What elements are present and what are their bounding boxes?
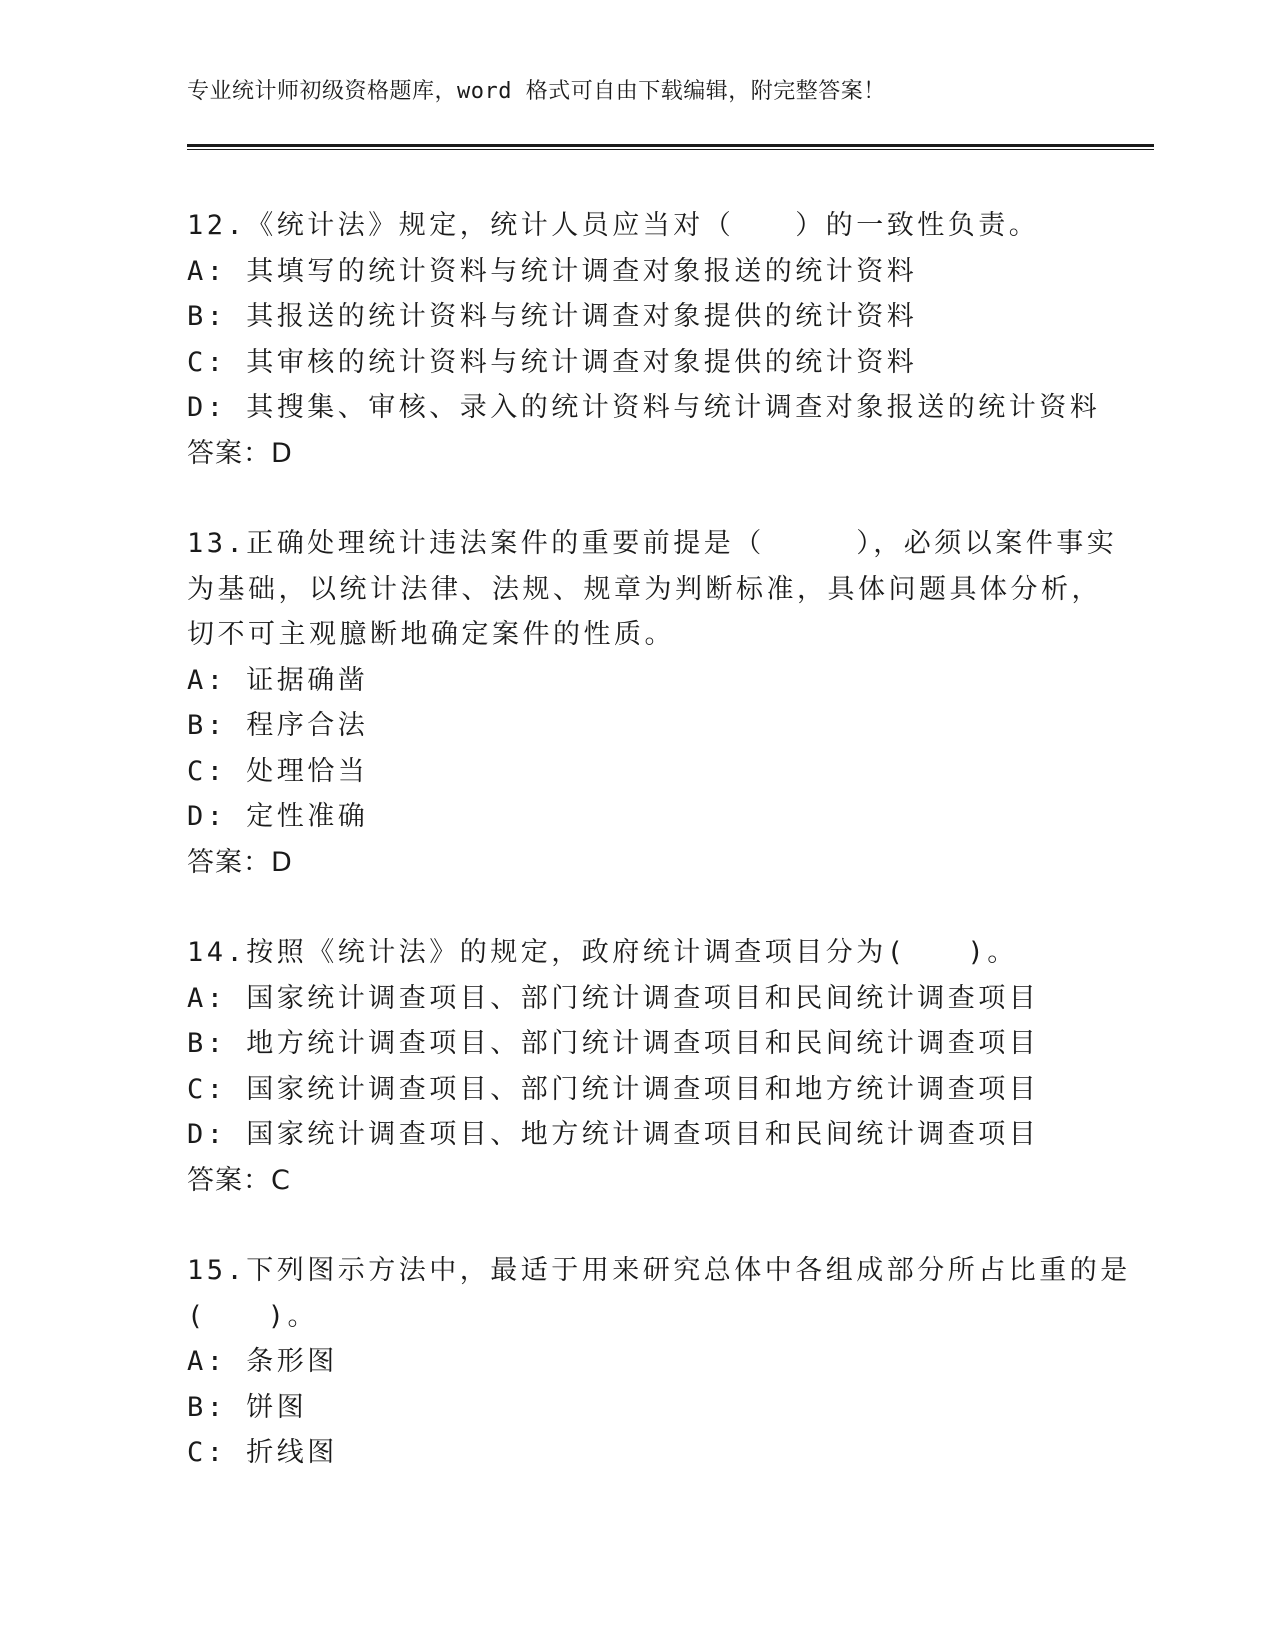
option-c: C: 折线图	[187, 1437, 338, 1468]
question-15	[187, 1248, 1131, 1476]
answer: 答案：D	[187, 437, 293, 469]
option-d: D: 其搜集、审核、录入的统计资料与统计调查对象报送的统计资料	[187, 392, 1101, 423]
option-c: C: 其审核的统计资料与统计调查对象提供的统计资料	[187, 346, 918, 378]
option-a: A: 其填写的统计资料与统计调查对象报送的统计资料	[187, 255, 918, 287]
option-a: A: 证据确凿	[187, 664, 369, 696]
option-b: B: 地方统计调查项目、部门统计调查项目和民间统计调查项目	[187, 1028, 1040, 1059]
option-a: A: 国家统计调查项目、部门统计调查项目和民间统计调查项目	[187, 982, 1040, 1014]
option-d: D: 定性准确	[187, 801, 369, 832]
question-list	[187, 203, 1131, 1521]
option-b: B: 饼图	[187, 1391, 308, 1423]
question-13	[187, 521, 1118, 885]
question-stem-line-3: 切不可主观臆断地确定案件的性质。	[187, 619, 675, 650]
option-b: B: 程序合法	[187, 710, 369, 741]
option-c: C: 处理恰当	[187, 755, 369, 787]
question-12	[187, 203, 1101, 476]
question-stem: 12.《统计法》规定，统计人员应当对（ ）的一致性负责。	[187, 210, 1040, 241]
question-stem-line-2: 为基础，以统计法律、法规、规章为判断标准，具体问题具体分析，	[187, 573, 1102, 605]
option-c: C: 国家统计调查项目、部门统计调查项目和地方统计调查项目	[187, 1073, 1040, 1105]
question-stem: 14.按照《统计法》的规定，政府统计调查项目分为( )。	[187, 937, 1018, 968]
question-stem-line-2: ( )。	[187, 1300, 319, 1332]
option-d: D: 国家统计调查项目、地方统计调查项目和民间统计调查项目	[187, 1119, 1040, 1150]
question-stem: 15.下列图示方法中，最适于用来研究总体中各组成部分所占比重的是	[187, 1255, 1131, 1286]
question-14	[187, 930, 1087, 1203]
question-stem: 13.正确处理统计违法案件的重要前提是（ ），必须以案件事实	[187, 528, 1118, 559]
option-a: A: 条形图	[187, 1346, 338, 1377]
header-divider	[187, 144, 1154, 150]
option-b: B: 其报送的统计资料与统计调查对象提供的统计资料	[187, 301, 918, 332]
page-header: 专业统计师初级资格题库，word 格式可自由下载编辑，附完整答案！	[187, 79, 886, 104]
answer: 答案：C	[187, 1164, 291, 1196]
answer: 答案：D	[187, 846, 293, 878]
